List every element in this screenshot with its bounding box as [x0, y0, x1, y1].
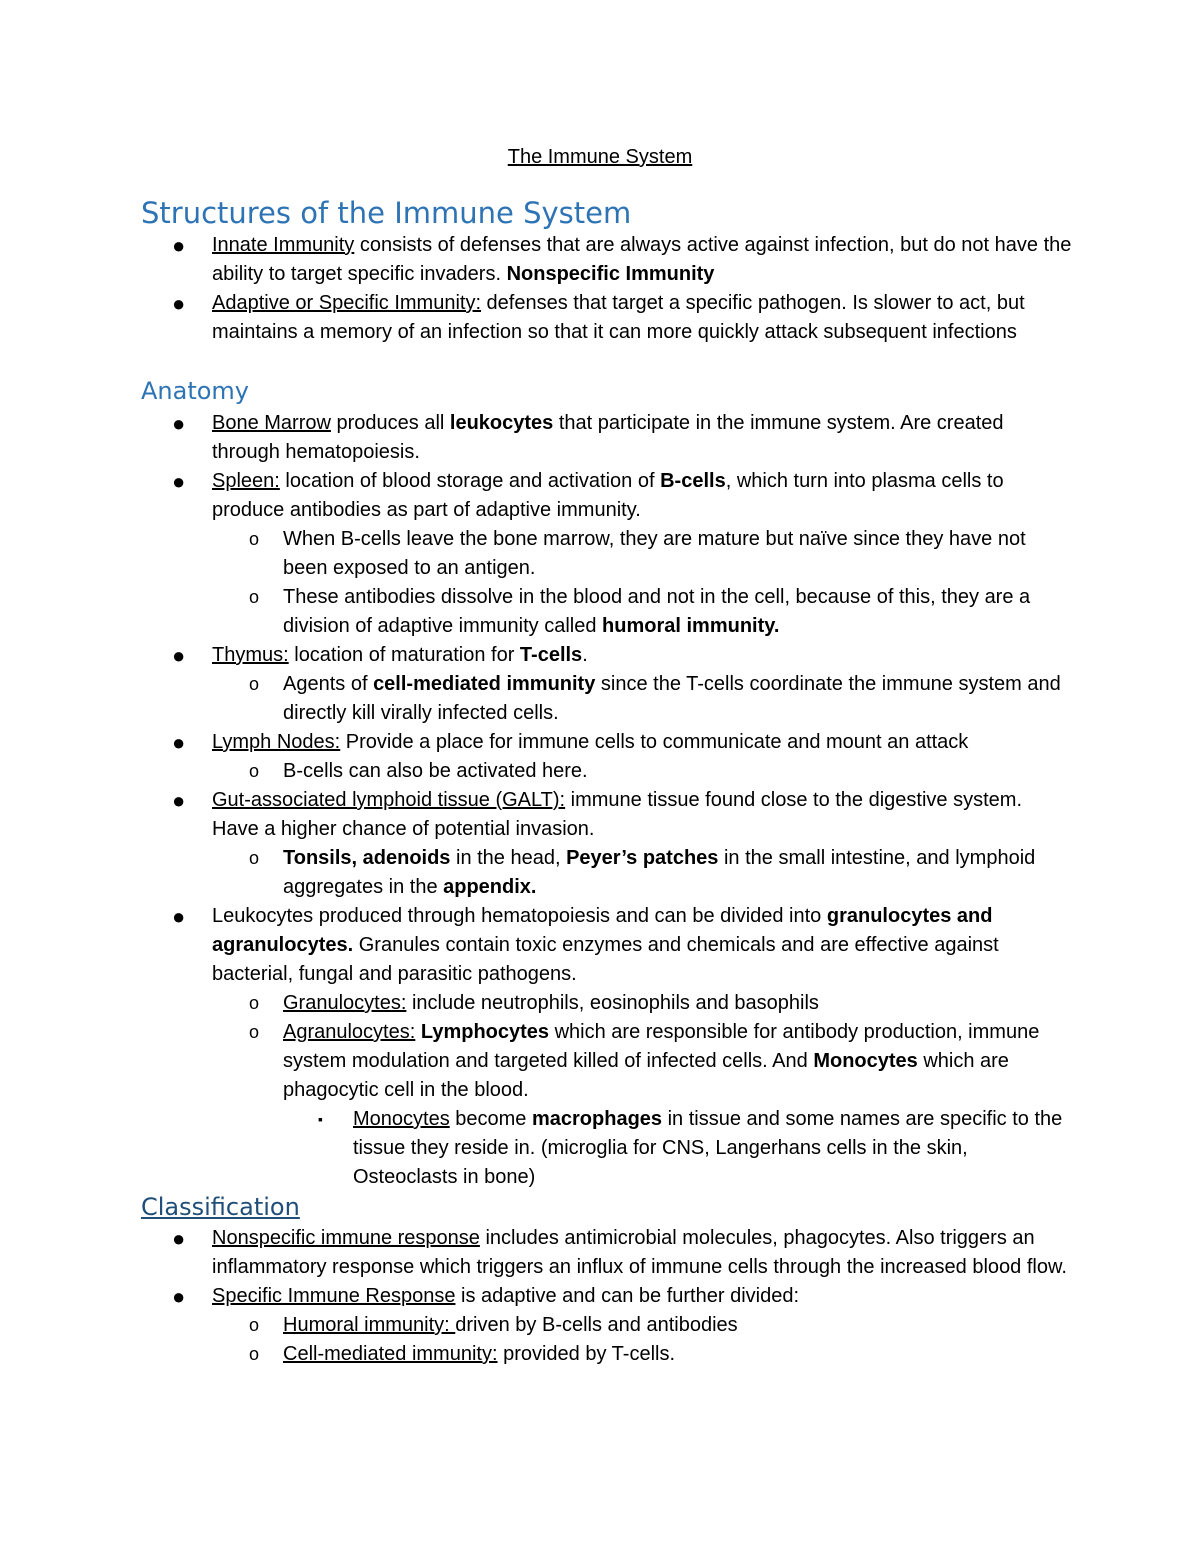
heading-structures: Structures of the Immune System — [141, 196, 632, 230]
list-item: ● Spleen: location of blood storage and activation of B-cells, which turn into plasma cells to produce antibodies as part of adaptive immunity. — [172, 469, 1004, 521]
bullet-icon: o — [249, 1344, 260, 1364]
document-title: The Immune System — [507, 146, 693, 168]
bullet-icon: o — [249, 1022, 260, 1042]
bullet-icon: o — [249, 993, 260, 1013]
list-item: o Humoral immunity: driven by B-cells and antibodies — [0, 1311, 1073, 1340]
list-item: ● Gut-associated lymphoid tissue (GALT): immune tissue found close to the digestive system. Have a higher chance of potential invasion. — [172, 788, 1022, 840]
list-item: o Granulocytes: include neutrophils, eosinophils and basophils — [0, 989, 1073, 1018]
classification-list — [0, 1224, 1200, 1369]
bullet-icon: ● — [172, 291, 186, 316]
list-item: o When B-cells leave the bone marrow, they are mature but naïve since they have not been exposed to an antigen. — [0, 525, 1073, 583]
list-item: ● Bone Marrow produces all leukocytes that participate in the immune system. Are created through hematopoiesis. — [172, 411, 1004, 463]
bullet-icon: ● — [172, 788, 186, 813]
list-item: ● Adaptive or Specific Immunity: defenses that target a specific pathogen. Is slower to act, but maintains a memory of an infection so that it can more quickly attack subsequent infections — [172, 291, 1025, 343]
bullet-icon: ● — [172, 730, 186, 755]
list-item: ▪ Monocytes become macrophages in tissue and some names are specific to the tissue they reside in. (microglia for CNS, Langerhans cells in the skin, Osteoclasts in bone) — [0, 1105, 1073, 1192]
bullet-icon: ● — [172, 1284, 186, 1309]
bullet-icon: ● — [172, 233, 186, 258]
list-item: ● Leukocytes produced through hematopoiesis and can be divided into granulocytes and agranulocytes. Granules contain toxic enzymes and chemicals and are effective against bacterial, fungal and parasitic pathogens. — [172, 904, 999, 985]
bullet-icon: ● — [172, 904, 186, 929]
anatomy-list — [0, 409, 1200, 1192]
bullet-icon: o — [249, 674, 260, 694]
bullet-icon: ● — [172, 411, 186, 436]
bullet-icon: o — [249, 529, 260, 549]
structures-list — [0, 231, 1200, 347]
list-item: ● Specific Immune Response is adaptive and can be further divided: — [172, 1284, 800, 1309]
bullet-icon: ● — [172, 469, 186, 494]
bullet-icon: o — [249, 587, 260, 607]
list-item: o These antibodies dissolve in the blood and not in the cell, because of this, they are a division of adaptive immunity called humoral immunity. — [0, 583, 1073, 641]
bullet-icon: o — [249, 848, 260, 868]
list-item: o B-cells can also be activated here. — [0, 757, 1073, 786]
bullet-icon: ▪ — [318, 1111, 323, 1127]
bullet-icon: ● — [172, 1226, 186, 1251]
list-item: o Agranulocytes: Lymphocytes which are responsible for antibody production, immune system modulation and targeted killed of infected cells. And Monocytes which are phagocytic cell in the blood. — [0, 1018, 1073, 1105]
bullet-icon: ● — [172, 643, 186, 668]
heading-anatomy: Anatomy — [141, 377, 250, 405]
bullet-icon: o — [249, 761, 260, 781]
list-item: o Cell-mediated immunity: provided by T-cells. — [0, 1340, 1073, 1369]
list-item: ● Nonspecific immune response includes antimicrobial molecules, phagocytes. Also triggers an inflammatory response which triggers an influx of immune cells through the increased blood flow. — [172, 1226, 1067, 1278]
list-item: ● Thymus: location of maturation for T-cells. — [172, 643, 588, 668]
heading-classification: Classification — [141, 1193, 300, 1221]
list-item: ● Innate Immunity consists of defenses that are always active against infection, but do not have the ability to target specific invaders. Nonspecific Immunity — [172, 233, 1072, 285]
list-item: o Agents of cell-mediated immunity since the T-cells coordinate the immune system and directly kill virally infected cells. — [0, 670, 1073, 728]
list-item: ● Lymph Nodes: Provide a place for immune cells to communicate and mount an attack — [172, 730, 969, 755]
list-item: o Tonsils, adenoids in the head, Peyer’s patches in the small intestine, and lymphoid aggregates in the appendix. — [0, 844, 1073, 902]
bullet-icon: o — [249, 1315, 260, 1335]
